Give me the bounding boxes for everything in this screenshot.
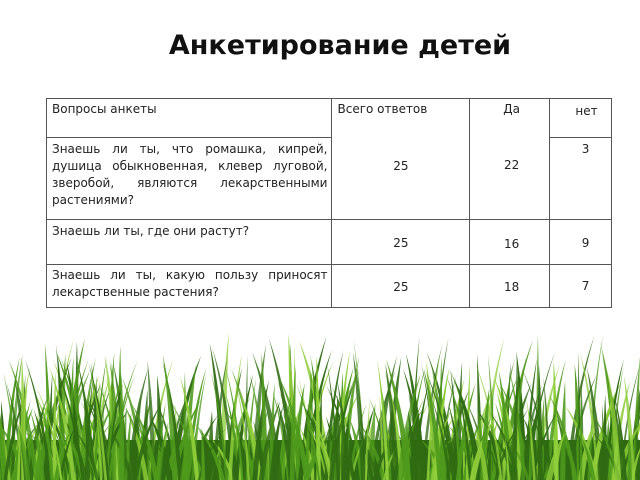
header-cell-no: [550, 99, 612, 138]
yes-cell: [470, 220, 550, 265]
no-cell: [550, 138, 612, 220]
table-row: [47, 265, 612, 308]
row-3-total: 25: [393, 280, 409, 294]
question-cell: [47, 220, 332, 265]
header-cell-question: [47, 99, 332, 138]
table-row: [47, 99, 612, 138]
total-cell: [332, 265, 470, 308]
header-total-label: Всего ответов: [337, 102, 428, 116]
table-row: [47, 220, 612, 265]
yes-cell: [470, 99, 550, 220]
header-no-label: нет: [575, 104, 598, 118]
yes-cell: [470, 265, 550, 308]
page-title: Анкетирование детей: [168, 30, 512, 61]
row-1-no: 3: [581, 142, 590, 156]
question-cell: [47, 138, 332, 220]
header-yes-label: Да: [503, 102, 520, 116]
row-2-total: 25: [393, 236, 409, 250]
header-question-label: Вопросы анкеты: [52, 102, 157, 116]
row-3-no: 7: [581, 279, 590, 293]
row-2-no: 9: [581, 236, 590, 250]
row-2-question: Знаешь ли ты, где они растут?: [52, 224, 250, 238]
row-1-total: 25: [393, 159, 409, 173]
row-2-yes: 16: [504, 237, 520, 251]
grass-image: [0, 330, 640, 480]
row-3-yes: 18: [504, 280, 520, 294]
total-cell: [332, 220, 470, 265]
survey-table: [46, 98, 612, 308]
row-1-question: Знаешь ли ты, что ромашка, кипрей, душица обыкновенная, клевер луговой, зверобой, являются лекарственными растениями?: [52, 142, 328, 207]
no-cell: [550, 265, 612, 308]
row-3-question: Знаешь ли ты, какую пользу приносят лекарственные растения?: [52, 268, 328, 299]
total-cell: [332, 99, 470, 220]
question-cell: [47, 265, 332, 308]
row-1-yes: 22: [504, 158, 520, 172]
no-cell: [550, 220, 612, 265]
